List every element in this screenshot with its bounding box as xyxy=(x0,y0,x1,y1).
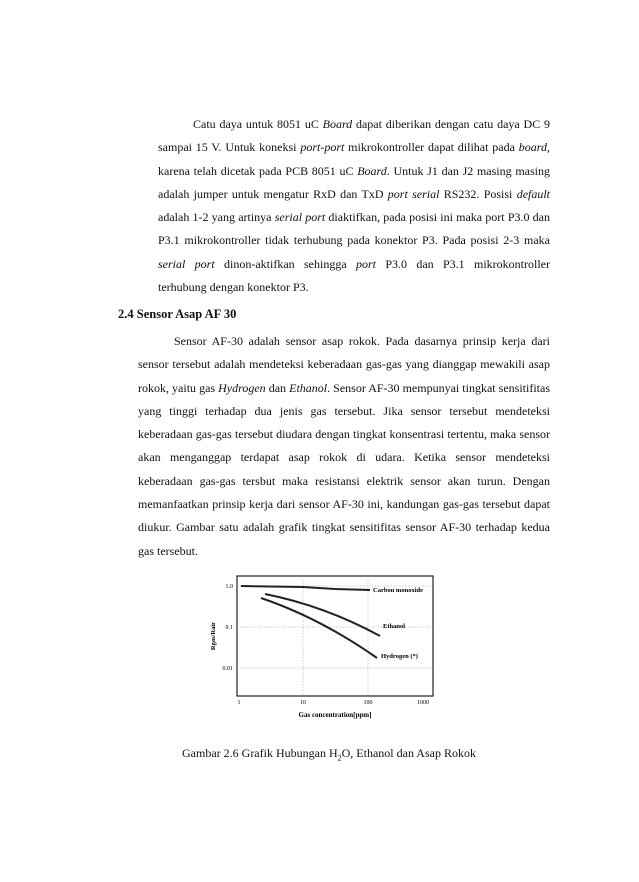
text-run: RS232. Posisi xyxy=(439,186,517,201)
series-label-hydrogen: Hydrogen (*) xyxy=(381,653,418,660)
xtick-label: 1 xyxy=(237,700,241,706)
ytick-label: 0.1 xyxy=(225,625,233,631)
italic-term: serial port xyxy=(158,256,215,271)
italic-term: Board xyxy=(322,117,353,131)
text-run: P3.0 dan P3.1 mikrokontroller terhubung dengan konektor P3. xyxy=(158,256,550,295)
text-run: diaktifkan, pada posisi ini maka port P3.0 dan P3.1 mikrokontroller tidak terhubung pada konektor P3. Pada posisi 2-3 maka xyxy=(158,210,551,248)
caption-subscript: 2 xyxy=(337,753,342,763)
caption-suffix: O, Ethanol dan Asap Rokok xyxy=(341,746,476,760)
text-run: dinon-aktifkan sehingga xyxy=(214,256,356,271)
italic-term: Board xyxy=(357,163,387,178)
xtick-label: 10 xyxy=(300,700,306,706)
section-heading: 2.4 Sensor Asap AF 30 xyxy=(118,307,237,321)
series-label-ethanol: Ethanol xyxy=(383,623,406,630)
ytick-label: 0.01 xyxy=(222,666,233,672)
text-run: . Sensor AF-30 mempunyai tingkat sensitifitas yang tinggi terhadap dua jenis gas tersebut. Jika sensor tersebut mendeteksi keberadaan gas-gas tersebut diudara dengan tingkat konsentrasi tertentu, maka sensor akan menganggap terdapat asap rokok di udara. Ketika sensor mendeteksi keberadaan gas-gas tersbut maka resistansi elektrik sensor akan turun. Dengan memanfaatkan prinsip kerja dari sensor AF-30 ini, kandungan gas-gas tersebut dapat diukur. Gambar satu adalah grafik tingkat sensitifitas sensor AF-30 terhadap kedua gas tersebut. xyxy=(138,380,550,558)
text-run: dapat diberikan dengan catu daya DC 9 sampai 15 V. Untuk koneksi xyxy=(158,117,551,155)
italic-term: Ethanol xyxy=(289,380,328,395)
series-label-carbon-monoxide: Carbon monoxide xyxy=(373,587,424,594)
series-line-hydrogen xyxy=(261,598,377,658)
text-run: Catu daya untuk 8051 uC xyxy=(193,117,323,131)
text-run: dan xyxy=(265,380,290,395)
italic-term: serial port xyxy=(274,210,326,225)
ytick-label: 1.0 xyxy=(225,584,233,590)
text-run: , karena telah dicetak pada PCB 8051 uC xyxy=(158,140,550,178)
italic-term: default xyxy=(516,186,551,201)
xtick-label: 100 xyxy=(363,700,373,706)
series-line-ethanol xyxy=(265,594,380,636)
y-axis-label: Rgas/Rair xyxy=(210,621,217,651)
italic-term: port xyxy=(355,256,376,271)
italic-term: Hydrogen xyxy=(218,380,266,395)
italic-term: board xyxy=(518,140,547,155)
caption-prefix: Gambar 2.6 Grafik Hubungan H xyxy=(182,746,338,760)
text-run: adalah 1-2 yang artinya xyxy=(158,210,275,225)
text-run: . Untuk J1 dan J2 masing masing adalah jumper untuk mengatur RxD dan TxD xyxy=(158,163,551,201)
text-run: mikrokontroller dapat dilihat pada xyxy=(344,140,519,155)
series-line-carbon-monoxide xyxy=(241,586,370,590)
sensitivity-chart xyxy=(195,566,445,726)
italic-term: port serial xyxy=(387,186,440,201)
xtick-label: 1000 xyxy=(417,700,429,706)
x-axis-label: Gas concentration[ppm] xyxy=(298,711,372,719)
paragraph-power-supply xyxy=(158,113,550,299)
figure-caption xyxy=(182,746,476,762)
text-run: Sensor AF-30 adalah sensor asap rokok. Pada dasarnya prinsip kerja dari sensor tersebut adalah mendeteksi keberadaan gas-gas yang dianggap mewakili asap rokok, yaitu gas xyxy=(138,334,550,395)
italic-term: port-port xyxy=(300,140,345,155)
paragraph-sensor-description xyxy=(138,330,550,563)
